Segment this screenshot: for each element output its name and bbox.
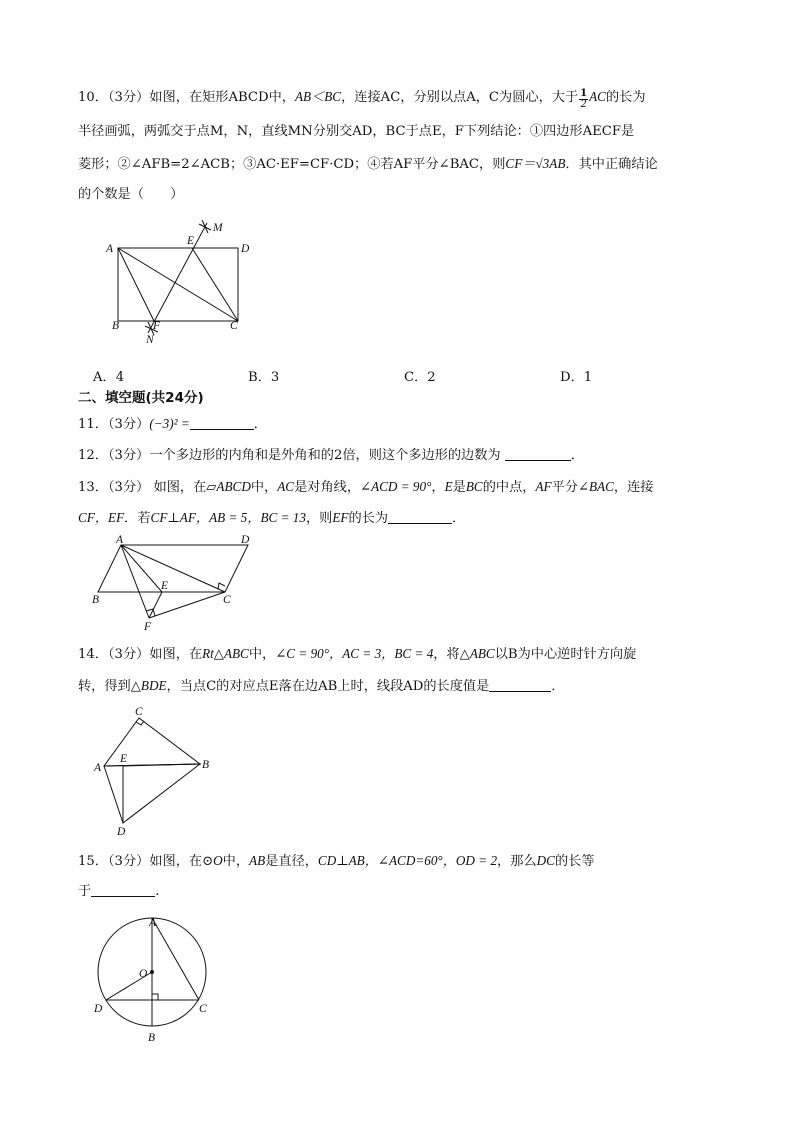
- right-angle-mark: [152, 994, 158, 1000]
- q14-text: ，当点C的对应点E落在边AB上时，线段AD的长度值是: [166, 679, 490, 694]
- label-o: O: [139, 968, 148, 980]
- label-f: F: [153, 320, 161, 332]
- label-d: D: [241, 243, 250, 255]
- q10-line1: [78, 88, 646, 110]
- q13-text: ，: [431, 480, 445, 495]
- answer-blank: [505, 447, 571, 461]
- q13-math: AF: [535, 479, 552, 494]
- q10-math: AC: [589, 89, 606, 104]
- q13-text: 的长为: [348, 511, 389, 526]
- q15-text: .: [155, 884, 160, 899]
- q14-text: 中，: [248, 647, 276, 662]
- fraction-denominator: 2: [580, 99, 587, 110]
- q15-text: 15．（3分）如图，在⊙: [78, 854, 214, 869]
- q10-option-c: C．2: [404, 370, 436, 385]
- segment-ad: [104, 766, 123, 823]
- q15-text: ，那么: [497, 854, 537, 869]
- q10-math: AB＜BC: [294, 89, 342, 104]
- label-n: N: [146, 334, 154, 346]
- q13-math: BC: [465, 479, 483, 494]
- q14-text: 转，得到: [78, 679, 131, 694]
- q14-text: 14．（3分）如图，在: [78, 647, 203, 662]
- q13-math: E: [444, 479, 453, 494]
- label-d: D: [117, 826, 126, 837]
- label-b: B: [202, 759, 210, 771]
- label-b: B: [112, 320, 120, 332]
- q11-text: 11．（3分）: [78, 417, 150, 432]
- answer-blank: [388, 510, 452, 524]
- label-c: C: [230, 320, 238, 332]
- q13-text: 的中点，: [482, 480, 536, 495]
- label-b: B: [92, 594, 100, 606]
- segment-ae: [121, 545, 162, 592]
- q14-line1: [78, 645, 636, 664]
- q10-text: 菱形；②∠AFB=2∠ACB；③AC·EF=CF·CD；④若AF平分∠BAC，则: [78, 157, 506, 172]
- label-a: A: [94, 762, 102, 774]
- q10-option-b: B．3: [248, 370, 280, 385]
- label-c: C: [135, 706, 143, 718]
- q14-line2: [78, 677, 565, 696]
- label-f: F: [144, 621, 152, 633]
- triangle-abc: [104, 718, 200, 766]
- q13-math: CF⊥AF，AB = 5，BC = 13: [150, 510, 306, 525]
- q13-text: 是对角线，: [294, 480, 361, 495]
- label-a: A: [116, 534, 124, 546]
- line-mn: [148, 223, 207, 333]
- q10-option-a: A．4: [93, 370, 125, 385]
- label-d: D: [94, 1003, 103, 1015]
- q13-text: ．: [452, 511, 466, 526]
- answer-blank: [489, 678, 551, 692]
- right-angle-c: [218, 583, 225, 589]
- label-c: C: [223, 594, 231, 606]
- section-title: 二、填空题(共24分): [78, 390, 204, 406]
- q13-math: EF: [332, 510, 349, 525]
- label-a: A: [106, 243, 114, 255]
- q15-math: O: [213, 853, 223, 868]
- answer-blank: [190, 416, 254, 430]
- q11-math: (−3)² =: [149, 416, 190, 431]
- segment-ec: [192, 248, 238, 321]
- q14-math: △ABC: [459, 646, 495, 661]
- q13-text: 平分: [551, 480, 578, 495]
- triangle-bde: [123, 764, 200, 823]
- q14-figure: [88, 702, 218, 837]
- label-e: E: [161, 580, 169, 592]
- q12-text: 12．（3分）一个多边形的内角和是外角和的2倍，则这个多边形的边数为: [78, 448, 501, 463]
- q14-text: ，将: [433, 647, 460, 662]
- q14-text: 以B为中心逆时针方向旋: [494, 647, 637, 662]
- q10-text: ．其中正确结论: [565, 157, 658, 172]
- q15-text: 是直径，: [265, 854, 318, 869]
- q15-text: 于: [78, 884, 92, 899]
- q10-fraction: [579, 89, 588, 110]
- q14-math: ∠C = 90°，AC = 3，BC = 4: [275, 646, 434, 661]
- q15-text: 中，: [222, 854, 250, 869]
- q13-math: ∠ACD = 90°: [360, 479, 432, 494]
- q10-text: 的长为: [605, 90, 646, 105]
- q14-math: Rt△ABC: [202, 646, 249, 661]
- q14-math: △BDE: [130, 678, 167, 693]
- q10-line4: 的个数是（ ）: [78, 187, 184, 202]
- q13-text: 中，: [250, 480, 278, 495]
- q13-math: ABCD: [216, 479, 251, 494]
- q10-math: CF＝√3AB: [505, 156, 566, 171]
- segment-ac: [152, 918, 199, 1000]
- q12-text: ．: [570, 448, 584, 463]
- q13-text: ，连接: [613, 480, 654, 495]
- q11-text: ．: [253, 417, 267, 432]
- q13-figure: [88, 530, 268, 635]
- fraction-numerator: 1: [580, 88, 588, 99]
- right-angle-c: [136, 721, 144, 725]
- q15-math: CD⊥AB，∠ACD=60°，OD = 2: [317, 853, 498, 868]
- q10-text: 10．（3分）如图，在矩形ABCD中，: [78, 90, 295, 105]
- q14-text: ．: [551, 679, 565, 694]
- q13-text: 13．（3分） 如图，在▱: [78, 480, 217, 495]
- q10-text: ，连接AC，分别以点A，C为圆心，大于: [341, 90, 579, 105]
- q13-text: ．若: [124, 511, 151, 526]
- q13-line2: [78, 509, 465, 528]
- label-m: M: [213, 222, 223, 234]
- q15-math: AB: [249, 853, 266, 868]
- center-point: [150, 970, 154, 974]
- q10-option-d: D．1: [560, 370, 593, 385]
- label-b: B: [148, 1032, 156, 1044]
- q10-line3: [78, 155, 658, 174]
- q15-text: 的长等: [554, 854, 595, 869]
- q12-line: [78, 447, 584, 465]
- label-c: C: [199, 1003, 207, 1015]
- label-d: D: [241, 534, 250, 546]
- answer-blank: [91, 883, 155, 897]
- q15-math: DC: [536, 853, 555, 868]
- q15-figure: [88, 908, 218, 1048]
- label-e: E: [187, 235, 195, 247]
- q13-math: ∠BAC: [577, 479, 614, 494]
- q13-math: CF，EF: [78, 510, 125, 525]
- q13-text: ，则: [306, 511, 333, 526]
- q13-math: AC: [277, 479, 295, 494]
- q15-line1: [78, 852, 595, 871]
- q11-line: [78, 415, 267, 434]
- q13-text: 是: [452, 480, 466, 495]
- label-e: E: [120, 753, 128, 765]
- q10-line2: 半径画弧，两弧交于点M，N，直线MN分别交AD，BC于点E，F下列结论：①四边形AECF是: [78, 124, 635, 139]
- q15-line2: [78, 883, 159, 901]
- q13-line1: [78, 478, 653, 497]
- q10-figure: [100, 215, 260, 347]
- label-a: A: [149, 917, 157, 929]
